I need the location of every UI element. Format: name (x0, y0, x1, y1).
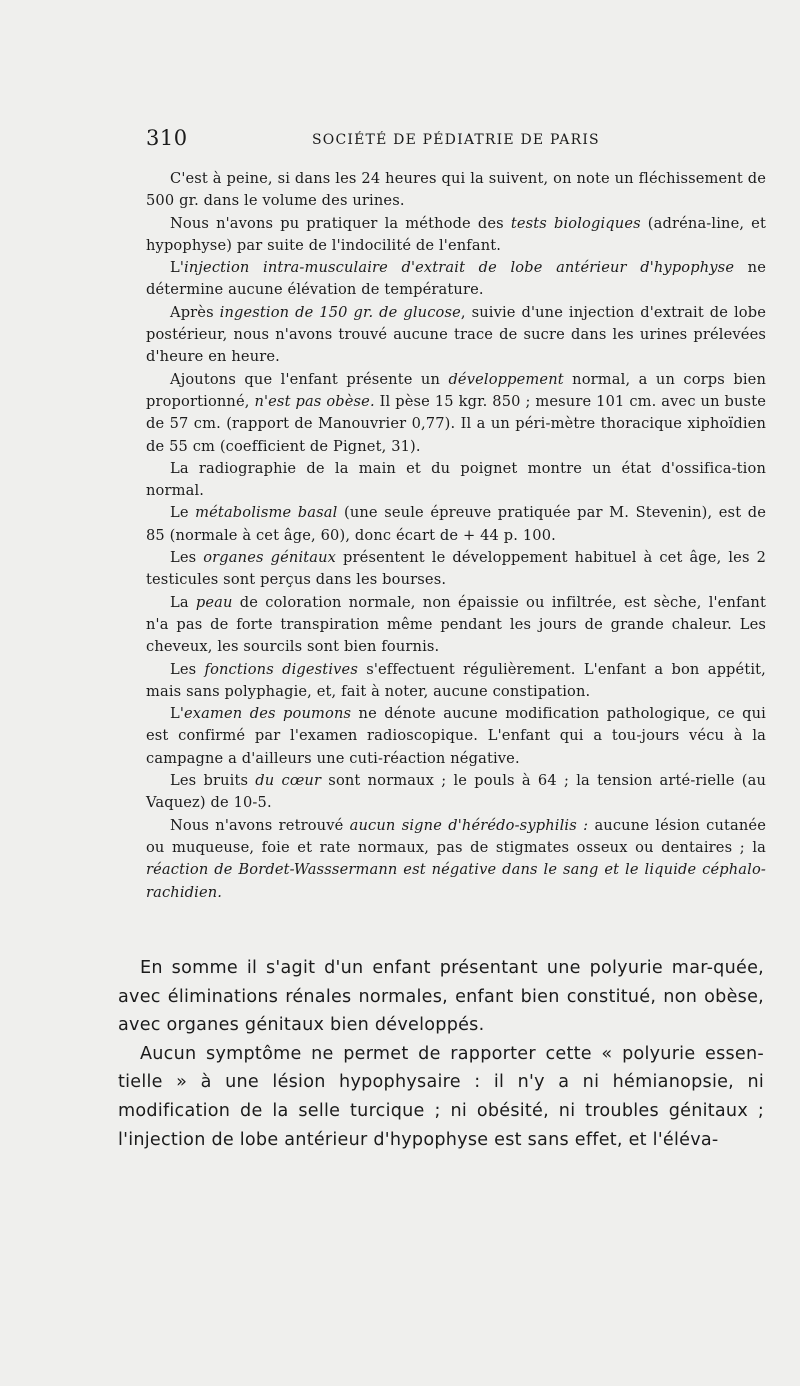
paragraph: Les bruits du cœur sont normaux ; le pouls à 64 ; la tension arté-rielle (au Vaquez) de 10-5. (146, 772, 767, 812)
paragraph: Après ingestion de 150 gr. de glucose, suivie d'une injection d'extrait de lobe postérieur, nous n'avons trouvé aucune trace de sucre dans les urines prélevées d'heure en heure. (146, 303, 766, 366)
running-title: SOCIÉTÉ DE PÉDIATRIE DE PARIS (312, 132, 600, 148)
paragraph: Les fonctions digestives s'effectuent régulièrement. L'enfant a bon appétit, mais sans polyphagie, et, fait à noter, aucune constipation. (146, 660, 766, 700)
paragraph: C'est à peine, si dans les 24 heures qui la suivent, on note un fléchissement de 500 gr. dans le volume des urines. (146, 170, 766, 210)
observation-text (146, 168, 766, 904)
paragraph: L'examen des poumons ne dénote aucune modification pathologique, ce qui est confirmé par l'examen radioscopique. L'enfant qui a tou-jours vécu à la campagne a d'ailleurs une cuti-réaction négative. (146, 705, 766, 767)
discussion-text (118, 954, 764, 1154)
paragraph: Le métabolisme basal (une seule épreuve pratiquée par M. Stevenin), est de 85 (normale à cet âge, 60), donc écart de + 44 p. 100. (146, 504, 767, 544)
paragraph: Les organes génitaux présentent le développement habituel à cet âge, les 2 testicules sont perçus dans les bourses. (146, 549, 767, 589)
paragraph: Nous n'avons pu pratiquer la méthode des tests biologiques (adréna-line, et hypophyse) par suite de l'indocilité de l'enfant. (146, 214, 766, 254)
paragraph: La radiographie de la main et du poignet montre un état d'ossifica-tion normal. (146, 459, 766, 500)
paragraph: L'injection intra-musculaire d'extrait de lobe antérieur d'hypophyse ne détermine aucune élévation de température. (146, 259, 766, 299)
paragraph: Aucun symptôme ne permet de rapporter cette « polyurie essen-tielle » à une lésion hypophysaire : il n'y a ni hémianopsie, ni modification de la selle turcique ; ni obésité, ni troubles génitaux ; l'injection de lobe antérieur d'hypophyse est sans effet, et l'éléva- (118, 1043, 764, 1150)
paragraph: La peau de coloration normale, non épaissie ou infiltrée, est sèche, l'enfant n'a pas de forte transpiration même pendant les jours de grande chaleur. Les cheveux, les sourcils sont bien fournis. (146, 593, 766, 656)
page-number: 310 (146, 126, 188, 150)
paragraph: Nous n'avons retrouvé aucun signe d'hérédo-syphilis : aucune lésion cutanée ou muqueuse, foie et rate normaux, pas de stigmates osseux ou dentaires ; la réaction de Bordet-Wasssermann est négative dans le sang et le liquide céphalo-rachidien. (146, 816, 766, 901)
paragraph: Ajoutons que l'enfant présente un développement normal, a un corps bien proportionné, n'est pas obèse. Il pèse 15 kgr. 850 ; mesure 101 cm. avec un buste de 57 cm. (rapport de Manouvrier 0,77). Il a un péri-mètre thoracique xiphoïdien de 55 cm (coefficient de Pignet, 31). (146, 370, 766, 455)
page-header (146, 126, 766, 156)
paragraph: En somme il s'agit d'un enfant présentant une polyurie mar-quée, avec éliminations rénales normales, enfant bien constitué, non obèse, avec organes génitaux bien développés. (118, 958, 764, 1036)
